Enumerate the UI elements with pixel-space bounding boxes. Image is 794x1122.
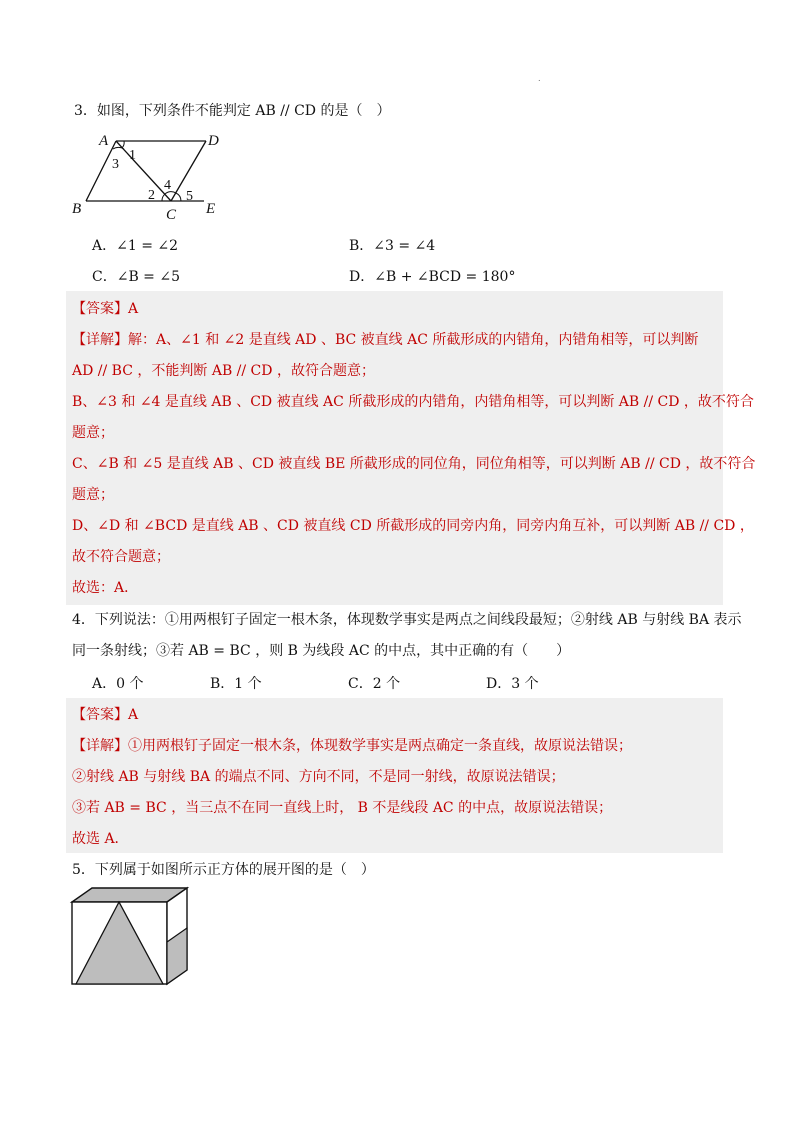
- q4-option-a: A．0 个: [92, 676, 144, 692]
- arc-angle-2: [162, 194, 165, 201]
- q4-detail-line: ③若 AB = BC ，当三点不在同一直线上时， B 不是线段 AC 的中点，故原说法错误；: [72, 800, 613, 816]
- q4-stem-line: 同一条射线；③若 AB = BC ，则 B 为线段 AC 的中点，其中正确的有（ ）: [72, 643, 571, 659]
- q5-stem: 5．下列属于如图所示正方体的展开图的是（ ）: [72, 862, 375, 878]
- q3-detail-line: B、∠3 和 ∠4 是直线 AB 、CD 被直线 AC 所截形成的内错角，内错角相等，可以判断 AB // CD ，故不符合: [72, 394, 754, 410]
- q4-detail-line: ②射线 AB 与射线 BA 的端点不同、方向不同，不是同一射线，故原说法错误；: [72, 769, 565, 785]
- label-E: E: [206, 201, 216, 217]
- q3-detail-line: D、∠D 和 ∠BCD 是直线 AB 、CD 被直线 CD 所截形成的同旁内角，同旁内角互补，可以判断 AB // CD ，: [72, 518, 754, 534]
- q3-option-b: B．∠3 = ∠4: [349, 238, 436, 254]
- arc-angle-5: [176, 193, 181, 201]
- segment-AC: [116, 141, 171, 201]
- q5-cube-figure: [66, 884, 196, 990]
- label-angle-2: 2: [148, 188, 155, 203]
- q4-detail-line: 故选 A．: [72, 831, 129, 847]
- header-dot: .: [538, 74, 541, 83]
- q3-detail-line: 题意；: [72, 487, 114, 503]
- q3-detail-line: 故选：A．: [72, 580, 139, 596]
- label-angle-5: 5: [186, 189, 193, 204]
- q3-detail-line: AD // BC ，不能判断 AB // CD ，故符合题意；: [72, 363, 375, 379]
- q4-answer: 【答案】A: [72, 707, 139, 723]
- arc-angle-1: [122, 141, 124, 148]
- q3-option-c: C．∠B = ∠5: [92, 269, 180, 285]
- q3-figure: [66, 128, 236, 223]
- label-D: D: [208, 133, 219, 149]
- q4-detail-line: 【详解】①用两根钉子固定一根木条，体现数学事实是两点确定一条直线，故原说法错误；: [72, 738, 632, 754]
- q3-option-a: A．∠1 = ∠2: [92, 238, 179, 254]
- q4-stem-line: 4．下列说法：①用两根钉子固定一根木条，体现数学事实是两点之间线段最短；②射线 AB 与射线 BA 表示: [72, 612, 742, 628]
- label-A: A: [99, 133, 109, 149]
- q3-detail-line: 【详解】解：A、∠1 和 ∠2 是直线 AD 、BC 被直线 AC 所截形成的内错角，内错角相等，可以判断: [72, 332, 699, 348]
- label-C: C: [166, 207, 177, 223]
- label-angle-3: 3: [112, 157, 119, 172]
- q3-detail-line: 题意；: [72, 425, 114, 441]
- q3-detail-line: C、∠B 和 ∠5 是直线 AB 、CD 被直线 BE 所截形成的同位角，同位角相等，可以判断 AB // CD ，故不符合: [72, 456, 756, 472]
- q3-option-d: D．∠B + ∠BCD = 180°: [349, 269, 516, 285]
- label-angle-1: 1: [129, 148, 136, 163]
- label-angle-4: 4: [164, 178, 171, 193]
- q4-option-d: D．3 个: [486, 676, 539, 692]
- q4-option-c: C．2 个: [348, 676, 401, 692]
- label-B: B: [72, 201, 82, 217]
- q3-stem: 3．如图，下列条件不能判定 AB // CD 的是（ ）: [74, 103, 391, 119]
- q4-option-b: B．1 个: [210, 676, 262, 692]
- q3-answer: 【答案】A: [72, 301, 139, 317]
- q3-detail-line: 故不符合题意；: [72, 549, 170, 565]
